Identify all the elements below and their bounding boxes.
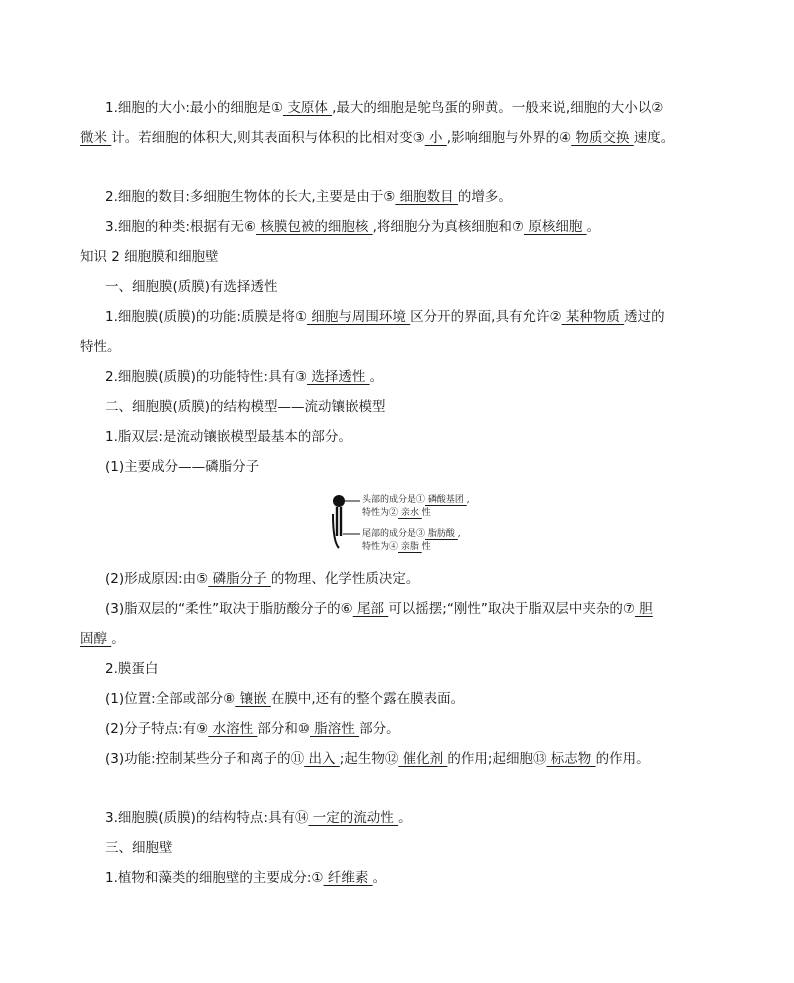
line-formation-reason: (2)形成原因:由⑤ 磷脂分子 的物理、化学性质决定。: [105, 571, 420, 587]
fig-tail-property: 特性为④ 亲脂 性: [362, 542, 431, 552]
answer-m13: 标志物: [546, 751, 596, 767]
answer-4: 物质交换: [571, 130, 634, 146]
line-cell-size-cont: 微米 计。若细胞的体积大,则其表面积与体积的比相对变③ 小 ,影响细胞与外界的④ 物质交换 速度。: [80, 130, 675, 146]
answer-m2: 某种物质: [561, 309, 625, 325]
answer-m7: 胆: [634, 601, 653, 617]
line-cell-type: 3.细胞的种类:根据有无⑥ 核膜包被的细胞核 ,将细胞分为真核细胞和⑦ 原核细胞 。: [105, 219, 601, 235]
answer-m12: 催化剂: [398, 751, 448, 767]
line-cell-number: 2.细胞的数目:多细胞生物体的长大,主要是由于⑤ 细胞数目 的增多。: [105, 189, 512, 205]
subheading-3: 三、细胞壁: [105, 840, 173, 856]
line-membrane-protein: 2.膜蛋白: [105, 661, 159, 677]
line-protein-position: (1)位置:全部或部分⑧ 镶嵌 在膜中,还有的整个露在膜表面。: [105, 691, 465, 707]
line-protein-features: (2)分子特点:有⑨ 水溶性 部分和⑩ 脂溶性 部分。: [105, 721, 400, 737]
answer-3: 小: [424, 130, 447, 146]
answer-m9: 水溶性: [208, 721, 258, 737]
subheading-2: 二、细胞膜(质膜)的结构模型——流动镶嵌模型: [105, 399, 386, 415]
subheading-1: 一、细胞膜(质膜)有选择透性: [105, 279, 278, 295]
fig-tail-component: 尾部的成分是③ 脂肪酸 ,: [362, 529, 461, 539]
answer-6: 核膜包被的细胞核: [256, 219, 373, 235]
answer-m14: 一定的流动性: [308, 810, 399, 826]
answer-1: 支原体: [283, 100, 333, 116]
line-lipid-bilayer: 1.脂双层:是流动镶嵌模型最基本的部分。: [105, 429, 352, 445]
answer-5: 细胞数目: [395, 189, 458, 205]
answer-m5: 磷脂分子: [208, 571, 271, 587]
answer-7: 原核细胞: [524, 219, 587, 235]
line-main-component: (1)主要成分——磷脂分子: [105, 459, 260, 475]
line-membrane-function: 1.细胞膜(质膜)的功能:质膜是将① 细胞与周围环境 区分开的界面,具有允许② 某种物质 透过的: [105, 309, 665, 325]
answer-m6: 尾部: [352, 601, 389, 617]
answer-w1: 纤维素: [323, 870, 373, 886]
line-membrane-property: 2.细胞膜(质膜)的功能特性:具有③ 选择透性 。: [105, 369, 384, 385]
line-cell-size: 1.细胞的大小:最小的细胞是① 支原体 ,最大的细胞是鸵鸟蛋的卵黄。一般来说,细胞的大小以②: [105, 100, 664, 116]
line-flexibility-cont: 固醇 。: [80, 631, 125, 647]
line-cell-wall: 1.植物和藻类的细胞壁的主要成分:① 纤维素 。: [105, 870, 387, 886]
phospholipid-figure: [327, 492, 517, 554]
answer-m11: 出入: [304, 751, 340, 767]
answer-m8: 镶嵌: [235, 691, 271, 707]
section-heading-knowledge-2: 知识 2 细胞膜和细胞壁: [80, 249, 219, 265]
line-structure-feature: 3.细胞膜(质膜)的结构特点:具有⑭ 一定的流动性 。: [105, 810, 412, 826]
answer-m10: 脂溶性: [309, 721, 360, 737]
fig-head-property: 特性为② 亲水 性: [362, 508, 431, 518]
line-flexibility: (3)脂双层的“柔性”取决于脂肪酸分子的⑥ 尾部 可以摇摆;“刚性”取决于脂双层中夹杂的⑦ 胆: [105, 601, 653, 617]
answer-m7-cont: 固醇: [80, 631, 112, 647]
answer-m3: 选择透性: [307, 369, 370, 385]
answer-m1: 细胞与周围环境: [307, 309, 411, 325]
answer-2: 微米: [80, 130, 112, 146]
line-membrane-function-cont: 特性。: [80, 339, 121, 355]
fig-head-component: 头部的成分是① 磷酸基团 ,: [362, 495, 470, 505]
line-protein-function: (3)功能:控制某些分子和离子的⑪ 出入 ;起生物⑫ 催化剂 的作用;起细胞⑬ 标志物 的作用。: [105, 751, 650, 767]
